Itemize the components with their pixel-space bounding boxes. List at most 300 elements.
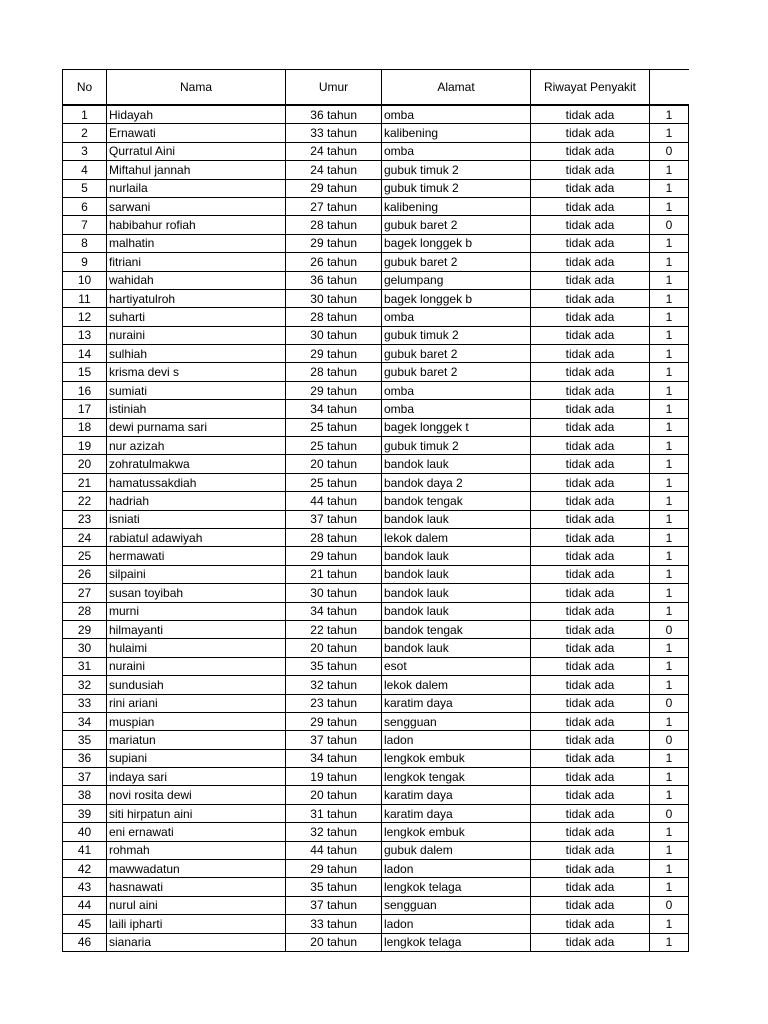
cell-umur: 29 tahun (286, 345, 382, 363)
cell-alamat: gelumpang (382, 271, 531, 289)
cell-nama: dewi purnama sari (107, 418, 286, 436)
cell-nama: malhatin (107, 234, 286, 252)
cell-value: 1 (650, 234, 689, 252)
cell-nama: wahidah (107, 271, 286, 289)
table-row (63, 823, 689, 841)
cell-no: 14 (63, 345, 107, 363)
cell-nama: sarwani (107, 197, 286, 215)
cell-umur: 37 tahun (286, 731, 382, 749)
cell-value: 1 (650, 639, 689, 657)
table-row (63, 234, 689, 252)
cell-value: 1 (650, 584, 689, 602)
cell-value: 0 (650, 216, 689, 234)
header-row (63, 70, 689, 106)
cell-no: 32 (63, 676, 107, 694)
cell-umur: 32 tahun (286, 823, 382, 841)
cell-nama: Ernawati (107, 124, 286, 142)
cell-no: 2 (63, 124, 107, 142)
cell-umur: 29 tahun (286, 234, 382, 252)
cell-no: 13 (63, 326, 107, 344)
cell-umur: 28 tahun (286, 308, 382, 326)
table-row (63, 289, 689, 307)
cell-alamat: lengkok tengak (382, 768, 531, 786)
cell-alamat: bandok lauk (382, 547, 531, 565)
cell-no: 44 (63, 896, 107, 914)
cell-value: 0 (650, 694, 689, 712)
cell-no: 9 (63, 253, 107, 271)
table-row (63, 253, 689, 271)
cell-no: 10 (63, 271, 107, 289)
cell-no: 46 (63, 933, 107, 951)
table-row (63, 565, 689, 583)
cell-alamat: bandok lauk (382, 639, 531, 657)
cell-alamat: gubuk dalem (382, 841, 531, 859)
cell-nama: nurul aini (107, 896, 286, 914)
cell-nama: rohmah (107, 841, 286, 859)
table-row (63, 712, 689, 730)
table-row (63, 584, 689, 602)
cell-riwayat-penyakit: tidak ada (531, 455, 650, 473)
table-row (63, 105, 689, 124)
cell-umur: 44 tahun (286, 492, 382, 510)
table-row (63, 731, 689, 749)
cell-value: 1 (650, 528, 689, 546)
cell-umur: 36 tahun (286, 271, 382, 289)
cell-riwayat-penyakit: tidak ada (531, 639, 650, 657)
cell-no: 11 (63, 289, 107, 307)
cell-umur: 28 tahun (286, 528, 382, 546)
cell-value: 1 (650, 933, 689, 951)
cell-umur: 44 tahun (286, 841, 382, 859)
cell-umur: 29 tahun (286, 712, 382, 730)
table-row (63, 804, 689, 822)
cell-value: 1 (650, 124, 689, 142)
cell-value: 0 (650, 620, 689, 638)
cell-value: 0 (650, 804, 689, 822)
table-row (63, 602, 689, 620)
cell-riwayat-penyakit: tidak ada (531, 197, 650, 215)
cell-nama: habibahur rofiah (107, 216, 286, 234)
cell-value: 1 (650, 437, 689, 455)
table-row (63, 749, 689, 767)
cell-value: 1 (650, 400, 689, 418)
cell-nama: Qurratul Aini (107, 142, 286, 160)
table-row (63, 896, 689, 914)
cell-umur: 31 tahun (286, 804, 382, 822)
cell-riwayat-penyakit: tidak ada (531, 768, 650, 786)
table-row (63, 676, 689, 694)
cell-alamat: bandok lauk (382, 602, 531, 620)
cell-riwayat-penyakit: tidak ada (531, 547, 650, 565)
cell-nama: suharti (107, 308, 286, 326)
cell-value: 1 (650, 105, 689, 124)
table-row (63, 455, 689, 473)
cell-value: 1 (650, 197, 689, 215)
table-row (63, 492, 689, 510)
cell-umur: 35 tahun (286, 878, 382, 896)
cell-nama: Hidayah (107, 105, 286, 124)
cell-umur: 33 tahun (286, 124, 382, 142)
cell-riwayat-penyakit: tidak ada (531, 234, 650, 252)
cell-riwayat-penyakit: tidak ada (531, 510, 650, 528)
cell-nama: hermawati (107, 547, 286, 565)
cell-nama: sumiati (107, 381, 286, 399)
cell-alamat: omba (382, 400, 531, 418)
cell-nama: hulaimi (107, 639, 286, 657)
cell-nama: susan toyibah (107, 584, 286, 602)
cell-umur: 19 tahun (286, 768, 382, 786)
cell-no: 19 (63, 437, 107, 455)
cell-nama: Miftahul jannah (107, 161, 286, 179)
cell-riwayat-penyakit: tidak ada (531, 915, 650, 933)
table-row (63, 639, 689, 657)
table-row (63, 161, 689, 179)
cell-value: 1 (650, 308, 689, 326)
cell-no: 7 (63, 216, 107, 234)
cell-riwayat-penyakit: tidak ada (531, 418, 650, 436)
table-row (63, 915, 689, 933)
cell-riwayat-penyakit: tidak ada (531, 437, 650, 455)
cell-no: 15 (63, 363, 107, 381)
table-row (63, 841, 689, 859)
cell-alamat: bandok lauk (382, 510, 531, 528)
cell-alamat: esot (382, 657, 531, 675)
cell-alamat: bandok lauk (382, 584, 531, 602)
cell-nama: rini ariani (107, 694, 286, 712)
cell-riwayat-penyakit: tidak ada (531, 620, 650, 638)
cell-no: 6 (63, 197, 107, 215)
cell-umur: 37 tahun (286, 510, 382, 528)
cell-nama: nuraini (107, 326, 286, 344)
cell-no: 1 (63, 105, 107, 124)
cell-umur: 37 tahun (286, 896, 382, 914)
cell-riwayat-penyakit: tidak ada (531, 528, 650, 546)
cell-value: 1 (650, 161, 689, 179)
cell-value: 1 (650, 455, 689, 473)
cell-alamat: ladon (382, 860, 531, 878)
cell-riwayat-penyakit: tidak ada (531, 161, 650, 179)
cell-nama: murni (107, 602, 286, 620)
cell-no: 45 (63, 915, 107, 933)
cell-no: 26 (63, 565, 107, 583)
cell-nama: laili ipharti (107, 915, 286, 933)
cell-umur: 24 tahun (286, 142, 382, 160)
cell-nama: siti hirpatun aini (107, 804, 286, 822)
cell-umur: 36 tahun (286, 105, 382, 124)
cell-riwayat-penyakit: tidak ada (531, 105, 650, 124)
cell-alamat: karatim daya (382, 786, 531, 804)
cell-no: 40 (63, 823, 107, 841)
cell-umur: 29 tahun (286, 547, 382, 565)
table-row (63, 657, 689, 675)
cell-umur: 33 tahun (286, 915, 382, 933)
cell-alamat: bandok lauk (382, 455, 531, 473)
table-row (63, 860, 689, 878)
cell-value: 1 (650, 381, 689, 399)
cell-riwayat-penyakit: tidak ada (531, 473, 650, 491)
cell-no: 5 (63, 179, 107, 197)
cell-riwayat-penyakit: tidak ada (531, 308, 650, 326)
header-no: No (63, 70, 107, 106)
cell-value: 0 (650, 731, 689, 749)
cell-nama: hasnawati (107, 878, 286, 896)
cell-riwayat-penyakit: tidak ada (531, 712, 650, 730)
header-riwayat-penyakit: Riwayat Penyakit (531, 70, 650, 106)
cell-umur: 35 tahun (286, 657, 382, 675)
cell-value: 1 (650, 271, 689, 289)
table-row (63, 400, 689, 418)
cell-nama: hamatussakdiah (107, 473, 286, 491)
cell-alamat: gubuk timuk 2 (382, 437, 531, 455)
cell-no: 16 (63, 381, 107, 399)
cell-no: 39 (63, 804, 107, 822)
cell-alamat: bandok daya 2 (382, 473, 531, 491)
cell-no: 25 (63, 547, 107, 565)
cell-no: 31 (63, 657, 107, 675)
cell-umur: 28 tahun (286, 216, 382, 234)
cell-value: 1 (650, 786, 689, 804)
cell-no: 35 (63, 731, 107, 749)
cell-umur: 25 tahun (286, 418, 382, 436)
cell-nama: nurlaila (107, 179, 286, 197)
cell-value: 1 (650, 363, 689, 381)
cell-riwayat-penyakit: tidak ada (531, 602, 650, 620)
cell-value: 1 (650, 473, 689, 491)
table-body (63, 105, 689, 951)
cell-no: 28 (63, 602, 107, 620)
cell-nama: hartiyatulroh (107, 289, 286, 307)
cell-alamat: omba (382, 105, 531, 124)
cell-nama: silpaini (107, 565, 286, 583)
table-row (63, 345, 689, 363)
cell-nama: hilmayanti (107, 620, 286, 638)
cell-umur: 26 tahun (286, 253, 382, 271)
cell-nama: muspian (107, 712, 286, 730)
cell-alamat: lengkok telaga (382, 933, 531, 951)
cell-umur: 29 tahun (286, 860, 382, 878)
cell-alamat: bandok lauk (382, 565, 531, 583)
cell-no: 24 (63, 528, 107, 546)
cell-riwayat-penyakit: tidak ada (531, 289, 650, 307)
cell-nama: nur azizah (107, 437, 286, 455)
cell-nama: hadriah (107, 492, 286, 510)
table-row (63, 179, 689, 197)
cell-riwayat-penyakit: tidak ada (531, 657, 650, 675)
table-row (63, 437, 689, 455)
cell-umur: 29 tahun (286, 179, 382, 197)
cell-alamat: gubuk baret 2 (382, 253, 531, 271)
cell-nama: mawwadatun (107, 860, 286, 878)
table-row (63, 768, 689, 786)
cell-nama: supiani (107, 749, 286, 767)
cell-umur: 24 tahun (286, 161, 382, 179)
cell-value: 1 (650, 289, 689, 307)
cell-alamat: lengkok embuk (382, 749, 531, 767)
cell-riwayat-penyakit: tidak ada (531, 345, 650, 363)
cell-value: 1 (650, 602, 689, 620)
cell-alamat: lekok dalem (382, 528, 531, 546)
cell-no: 33 (63, 694, 107, 712)
cell-riwayat-penyakit: tidak ada (531, 804, 650, 822)
cell-umur: 32 tahun (286, 676, 382, 694)
cell-value: 1 (650, 345, 689, 363)
header-extra (650, 70, 689, 106)
cell-riwayat-penyakit: tidak ada (531, 142, 650, 160)
table-row (63, 473, 689, 491)
table-row (63, 308, 689, 326)
cell-nama: mariatun (107, 731, 286, 749)
cell-umur: 30 tahun (286, 584, 382, 602)
cell-alamat: sengguan (382, 896, 531, 914)
cell-nama: zohratulmakwa (107, 455, 286, 473)
cell-value: 1 (650, 565, 689, 583)
table-row (63, 933, 689, 951)
cell-riwayat-penyakit: tidak ada (531, 179, 650, 197)
cell-nama: rabiatul adawiyah (107, 528, 286, 546)
cell-no: 8 (63, 234, 107, 252)
cell-umur: 34 tahun (286, 400, 382, 418)
table-row (63, 363, 689, 381)
cell-value: 1 (650, 823, 689, 841)
cell-alamat: gubuk timuk 2 (382, 326, 531, 344)
cell-riwayat-penyakit: tidak ada (531, 253, 650, 271)
cell-alamat: lengkok embuk (382, 823, 531, 841)
cell-umur: 30 tahun (286, 289, 382, 307)
cell-alamat: omba (382, 381, 531, 399)
cell-riwayat-penyakit: tidak ada (531, 363, 650, 381)
table-row (63, 326, 689, 344)
header-alamat: Alamat (382, 70, 531, 106)
cell-nama: krisma devi s (107, 363, 286, 381)
cell-no: 4 (63, 161, 107, 179)
cell-umur: 34 tahun (286, 602, 382, 620)
table-row (63, 381, 689, 399)
cell-umur: 28 tahun (286, 363, 382, 381)
cell-alamat: kalibening (382, 197, 531, 215)
cell-alamat: omba (382, 308, 531, 326)
cell-riwayat-penyakit: tidak ada (531, 694, 650, 712)
cell-riwayat-penyakit: tidak ada (531, 381, 650, 399)
cell-riwayat-penyakit: tidak ada (531, 492, 650, 510)
cell-no: 18 (63, 418, 107, 436)
cell-riwayat-penyakit: tidak ada (531, 841, 650, 859)
cell-value: 1 (650, 510, 689, 528)
cell-nama: nuraini (107, 657, 286, 675)
cell-value: 1 (650, 878, 689, 896)
cell-value: 0 (650, 142, 689, 160)
cell-no: 42 (63, 860, 107, 878)
cell-value: 1 (650, 253, 689, 271)
cell-umur: 20 tahun (286, 786, 382, 804)
cell-value: 1 (650, 418, 689, 436)
cell-alamat: omba (382, 142, 531, 160)
cell-alamat: gubuk baret 2 (382, 363, 531, 381)
header-nama: Nama (107, 70, 286, 106)
cell-riwayat-penyakit: tidak ada (531, 216, 650, 234)
cell-no: 37 (63, 768, 107, 786)
patient-table (62, 69, 689, 952)
cell-value: 1 (650, 179, 689, 197)
cell-value: 0 (650, 896, 689, 914)
table-row (63, 418, 689, 436)
cell-no: 38 (63, 786, 107, 804)
cell-nama: novi rosita dewi (107, 786, 286, 804)
cell-riwayat-penyakit: tidak ada (531, 749, 650, 767)
cell-no: 43 (63, 878, 107, 896)
cell-alamat: karatim daya (382, 804, 531, 822)
cell-riwayat-penyakit: tidak ada (531, 676, 650, 694)
cell-value: 1 (650, 860, 689, 878)
cell-no: 20 (63, 455, 107, 473)
header-umur: Umur (286, 70, 382, 106)
cell-umur: 25 tahun (286, 437, 382, 455)
cell-nama: sulhiah (107, 345, 286, 363)
cell-umur: 30 tahun (286, 326, 382, 344)
cell-nama: fitriani (107, 253, 286, 271)
cell-alamat: bagek longgek b (382, 234, 531, 252)
cell-alamat: gubuk timuk 2 (382, 161, 531, 179)
cell-alamat: lekok dalem (382, 676, 531, 694)
cell-alamat: gubuk baret 2 (382, 345, 531, 363)
cell-alamat: ladon (382, 731, 531, 749)
table-row (63, 547, 689, 565)
cell-alamat: bagek longgek t (382, 418, 531, 436)
cell-no: 12 (63, 308, 107, 326)
cell-umur: 20 tahun (286, 639, 382, 657)
cell-riwayat-penyakit: tidak ada (531, 584, 650, 602)
cell-alamat: bandok tengak (382, 492, 531, 510)
cell-value: 1 (650, 676, 689, 694)
cell-alamat: bagek longgek b (382, 289, 531, 307)
cell-riwayat-penyakit: tidak ada (531, 896, 650, 914)
data-sheet (62, 69, 688, 952)
table-row (63, 694, 689, 712)
cell-riwayat-penyakit: tidak ada (531, 823, 650, 841)
cell-value: 1 (650, 915, 689, 933)
cell-value: 1 (650, 492, 689, 510)
cell-value: 1 (650, 712, 689, 730)
table-row (63, 878, 689, 896)
cell-value: 1 (650, 547, 689, 565)
cell-value: 1 (650, 326, 689, 344)
cell-no: 23 (63, 510, 107, 528)
cell-nama: isniati (107, 510, 286, 528)
table-row (63, 142, 689, 160)
cell-alamat: ladon (382, 915, 531, 933)
cell-alamat: kalibening (382, 124, 531, 142)
cell-nama: eni ernawati (107, 823, 286, 841)
cell-umur: 25 tahun (286, 473, 382, 491)
cell-riwayat-penyakit: tidak ada (531, 878, 650, 896)
cell-umur: 23 tahun (286, 694, 382, 712)
cell-umur: 20 tahun (286, 933, 382, 951)
cell-riwayat-penyakit: tidak ada (531, 860, 650, 878)
cell-umur: 21 tahun (286, 565, 382, 583)
cell-no: 21 (63, 473, 107, 491)
cell-nama: sianaria (107, 933, 286, 951)
cell-value: 1 (650, 768, 689, 786)
cell-nama: istiniah (107, 400, 286, 418)
cell-riwayat-penyakit: tidak ada (531, 565, 650, 583)
cell-riwayat-penyakit: tidak ada (531, 271, 650, 289)
table-row (63, 786, 689, 804)
cell-alamat: gubuk timuk 2 (382, 179, 531, 197)
cell-no: 34 (63, 712, 107, 730)
table-row (63, 271, 689, 289)
table-row (63, 216, 689, 234)
cell-umur: 22 tahun (286, 620, 382, 638)
cell-riwayat-penyakit: tidak ada (531, 326, 650, 344)
